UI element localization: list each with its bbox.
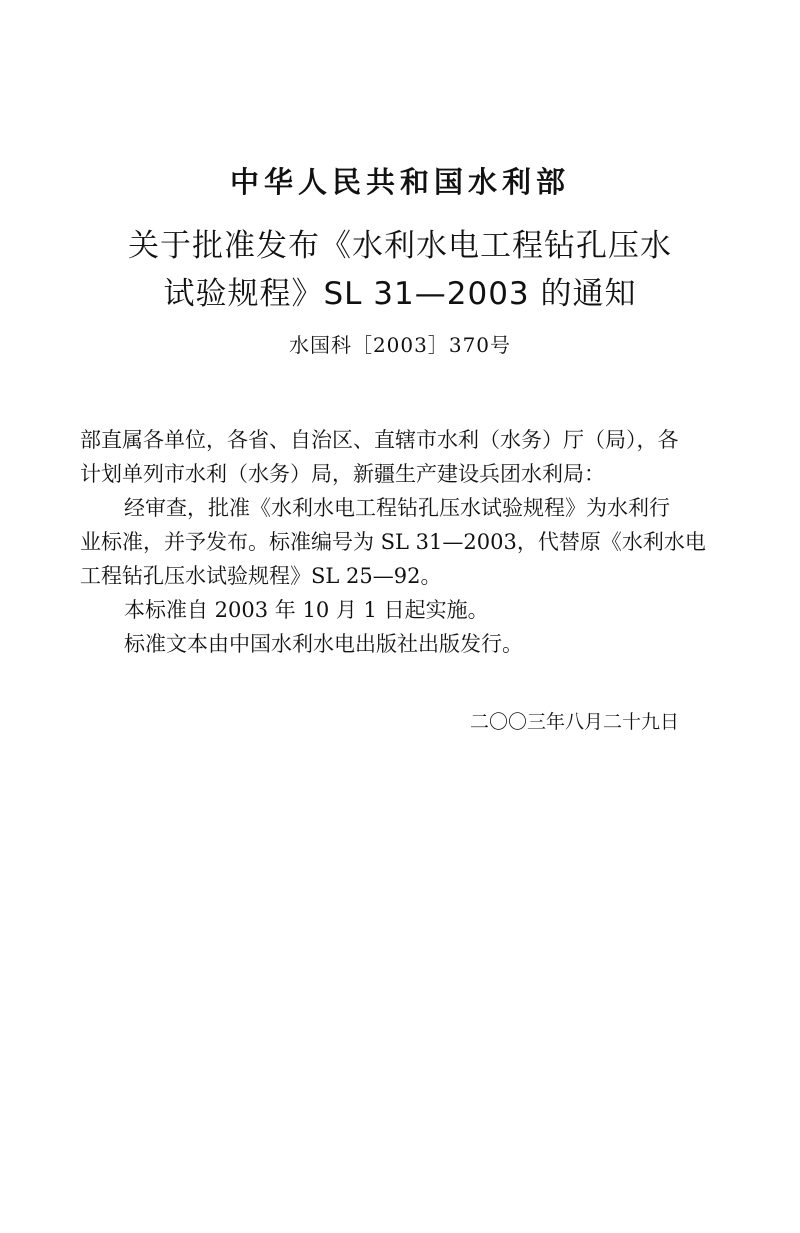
approval-paragraph-line-1: 经审查，批准《水利水电工程钻孔压水试验规程》为水利行 — [124, 496, 670, 520]
notice-title-line-1: 关于批准发布《水利水电工程钻孔压水 — [128, 228, 672, 264]
addressee-line-2: 计划单列市水利（水务）局，新疆生产建设兵团水利局： — [80, 462, 605, 486]
issue-date: 二〇〇三年八月二十九日 — [470, 711, 680, 733]
notice-body — [80, 423, 740, 661]
document-number: 水国科［2003］370号 — [288, 333, 512, 357]
approval-paragraph-line-3: 工程钻孔压水试验规程》SL 25—92。 — [80, 564, 442, 588]
publisher-paragraph: 标准文本由中国水利水电出版社出版发行。 — [124, 632, 523, 656]
ministry-heading: 中华人民共和国水利部 — [229, 165, 570, 199]
approval-paragraph-line-2: 业标准，并予发布。标准编号为 SL 31—2003，代替原《水利水电 — [80, 530, 706, 554]
notice-title-line-2: 试验规程》SL 31—2003 的通知 — [163, 276, 637, 312]
notice-title — [0, 222, 800, 318]
addressee-line-1: 部直属各单位，各省、自治区、直辖市水利（水务）厅（局），各 — [80, 428, 679, 452]
effective-date-paragraph: 本标准自 2003 年 10 月 1 日起实施。 — [124, 598, 489, 622]
